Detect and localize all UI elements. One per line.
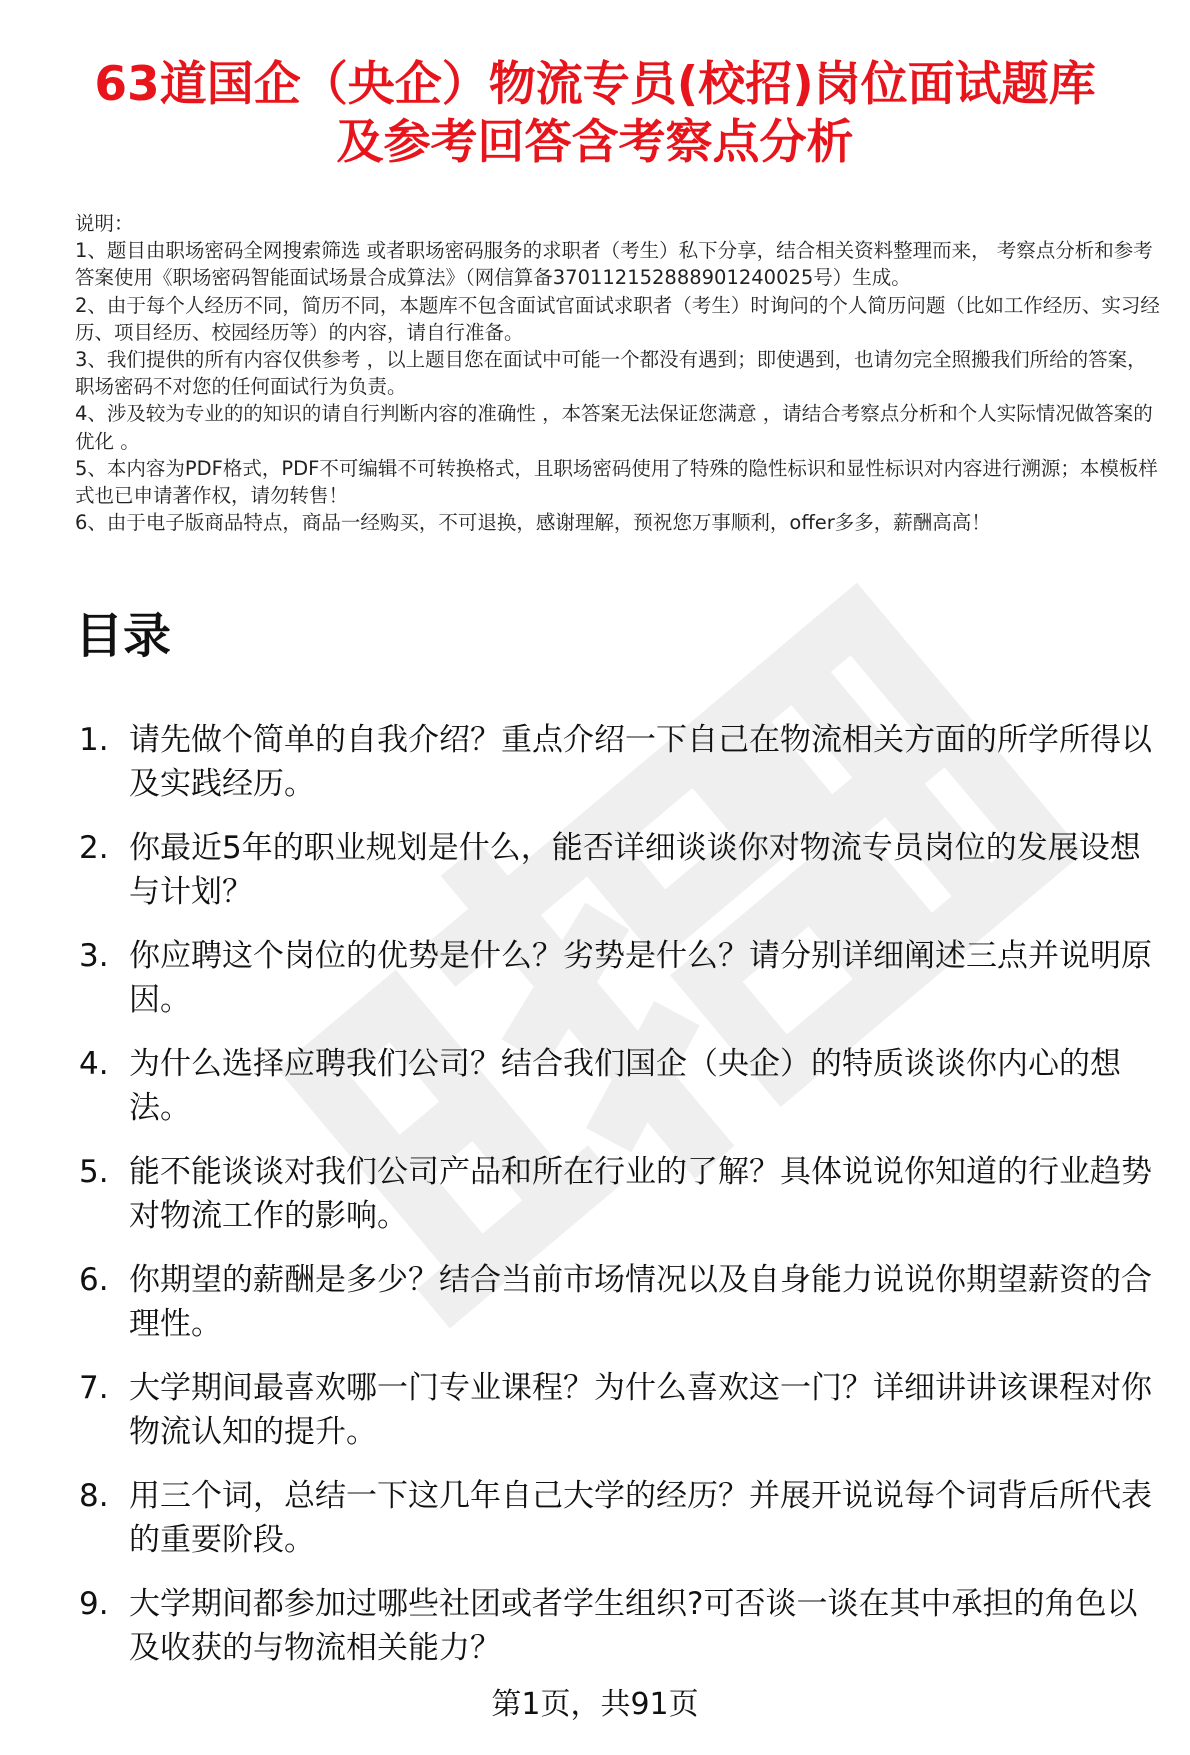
note-item: 2、由于每个人经历不同，简历不同，本题库不包含面试官面试求职者（考生）时询问的个人简历问题（比如工作经历、实习经历、项目经历、校园经历等）的内容，请自行准备。 [75,293,1160,344]
question-number: 2. [79,830,109,866]
note-item: 3、我们提供的所有内容仅供参考 ，以上题目您在面试中可能一个都没有遇到；即使遇到，也请勿完全照搬我们所给的答案，职场密码不对您的任何面试行为负责。 [75,348,1147,399]
title-line-2: 及参考回答含考察点分析 [336,115,854,170]
question-number: 6. [79,1262,109,1298]
document-title [40,56,1150,172]
question-text: 你应聘这个岗位的优势是什么？劣势是什么？请分别详细阐述三点并说明原因。 [129,938,1152,1018]
question-text: 为什么选择应聘我们公司？结合我们国企（央企）的特质谈谈你内心的想法。 [129,1046,1121,1126]
notes-label: 说明： [75,212,134,235]
question-number: 4. [79,1046,109,1082]
question-number: 3. [79,938,109,974]
question-number: 8. [79,1478,109,1514]
toc-heading: 目录 [75,608,172,664]
note-item: 1、题目由职场密码全网搜索筛选 或者职场密码服务的求职者（考生）私下分享，结合相关资料整理而来， 考察点分析和参考答案使用《职场密码智能面试场景合成算法》（网信算备370112152888901240025号）生成。 [75,239,1153,290]
note-item: 4、涉及较为专业的的知识的请自行判断内容的准确性 ，本答案无法保证您满意 ，请结合考察点分析和个人实际情况做答案的优化 。 [75,402,1153,453]
question-text: 能不能谈谈对我们公司产品和所在行业的了解？具体说说你知道的行业趋势对物流工作的影响。 [129,1154,1152,1234]
question-text: 你最近5年的职业规划是什么，能否详细谈谈你对物流专员岗位的发展设想与计划？ [129,830,1141,910]
title-line-1: 63道国企（央企）物流专员(校招)岗位面试题库 [94,57,1096,112]
question-item [75,1474,1165,1562]
question-number: 9. [79,1586,109,1622]
question-text: 大学期间最喜欢哪一门专业课程？为什么喜欢这一门？详细讲讲该课程对你物流认知的提升。 [129,1370,1152,1450]
question-item [75,1582,1165,1670]
note-item: 5、本内容为PDF格式，PDF不可编辑不可转换格式，且职场密码使用了特殊的隐性标识和显性标识对内容进行溯源；本模板样式也已申请著作权，请勿转售！ [75,456,1158,508]
question-item [75,934,1165,1022]
question-item [75,1042,1165,1130]
question-item [75,1150,1165,1238]
question-text: 请先做个简单的自我介绍？重点介绍一下自己在物流相关方面的所学所得以及实践经历。 [129,722,1152,802]
question-item [75,718,1165,806]
question-text: 用三个词，总结一下这几年自己大学的经历？并展开说说每个词背后所代表的重要阶段。 [129,1478,1152,1558]
question-item [75,1366,1165,1454]
question-list [75,718,1165,1690]
question-number: 1. [79,722,109,758]
question-number: 7. [79,1370,109,1406]
notes-section [75,210,1165,536]
question-text: 你期望的薪酬是多少？结合当前市场情况以及自身能力说说你期望薪资的合理性。 [129,1262,1152,1342]
question-number: 5. [79,1154,109,1190]
question-item [75,1258,1165,1346]
question-item [75,826,1165,914]
page-footer: 第1页，共91页 [491,1687,699,1722]
question-text: 大学期间都参加过哪些社团或者学生组织?可否谈一谈在其中承担的角色以及收获的与物流相关能力？ [129,1586,1138,1666]
note-item: 6、由于电子版商品特点，商品一经购买，不可退换，感谢理解，预祝您万事顺利，offer多多，薪酬高高！ [75,511,991,535]
